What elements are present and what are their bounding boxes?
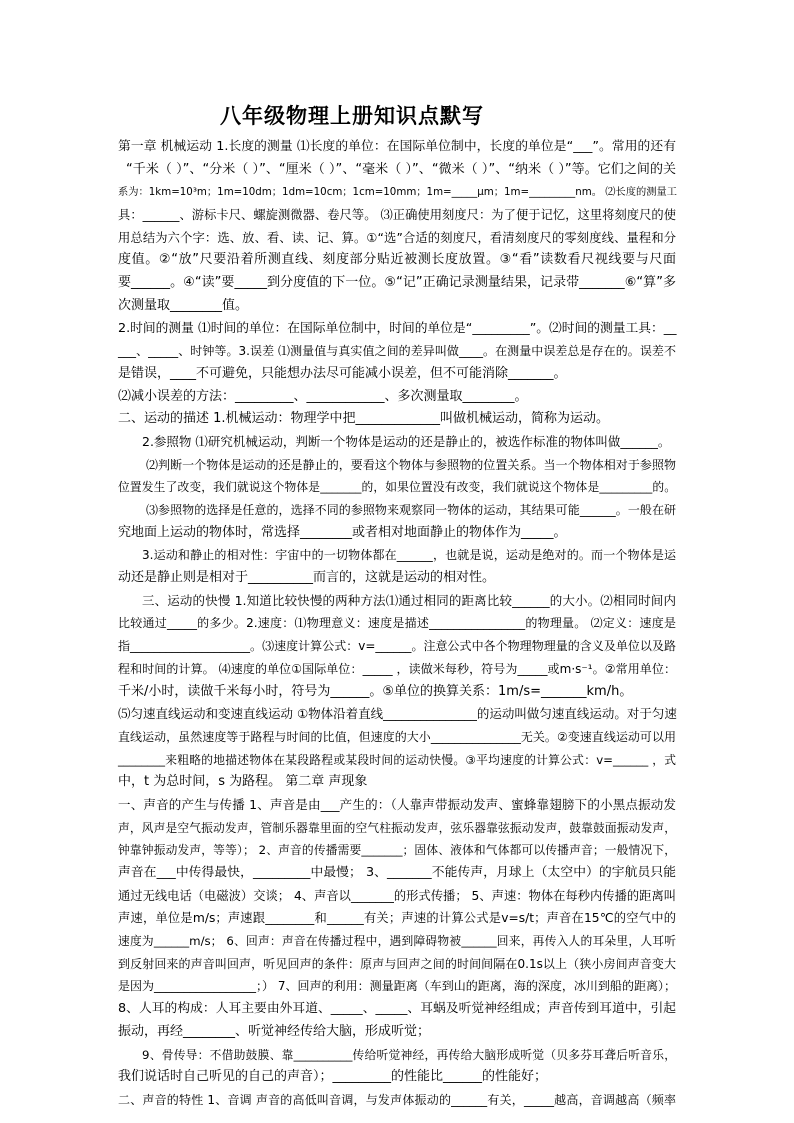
document-body (118, 136, 676, 1112)
text-line: 2.参照物 ⑴研究机械运动，判断一个物体是运动的还是静止的，被选作标准的物体叫做______。 (142, 433, 671, 449)
text-line: 声速，单位是m/s；声速跟________和______有关；声速的计算公式是v=s/t；声音在15℃的空气中的 (118, 911, 676, 926)
text-line: 我们说话时自己听见的自己的声音）；_________的性能比______的性能好； (118, 1069, 548, 1085)
text-line: 到反射回来的声音叫回声，听见回声的条件：原声与回声之间的时间间隔在0.1s以上（狭小房间声音变大 (118, 956, 676, 971)
text-line: 用总结为六个字：选、放、看、读、记、算。①“选”合适的刻度尺，看清刻度尺的零刻度线、量程和分 (118, 230, 676, 245)
text-line: 一、声音的产生与传播 1、声音是由___产生的：（人靠声带振动发声、蜜蜂靠翅膀下的小黑点振动发 (118, 796, 676, 812)
text-line: ⑸匀速直线运动和变速直线运动 ①物体沿着直线_______________的运动叫做匀速直线运动。对于匀速 (118, 706, 677, 722)
text-line: 振动，再经________、听觉神经传给大脑，形成听觉； (118, 1023, 431, 1039)
text-line: 声，风声是空气振动发声，管制乐器靠里面的空气柱振动发声，弦乐器靠弦振动发声，鼓靠鼓面振动发声， (118, 820, 676, 835)
text-line: 9、骨传导：不借助鼓膜、靠__________传给听觉神经，再传给大脑形成听觉（贝多芬耳聋后听音乐， (142, 1047, 676, 1062)
text-line: 2.时间的测量 ⑴时间的单位：在国际单位制中，时间的单位是“_________”。⑵时间的测量工具：__ (118, 320, 677, 336)
text-line: “千米（ ）”、“分米（ ）”、“厘米（ ）”、“毫米（ ）”、“微米（ ）”、“纳米（ ）”等。它们之间的关 (126, 161, 676, 177)
text-line: 比较通过_____的多少。2.速度：⑴物理意义：速度是描述________________的物理量。 ⑵定义：速度是 (118, 616, 676, 631)
text-line: 8、人耳的构成：人耳主要由外耳道、_____、_____、耳蜗及听觉神经组成；声音传到耳道中，引起 (118, 1001, 676, 1017)
text-line: 三、运动的快慢 1.知道比较快慢的两种方法⑴通过相同的距离比较______的大小。⑵相同时间内 (142, 592, 676, 608)
text-line: ⑵判断一个物体是运动的还是静止的，要看这个物体与参照物的位置关系。当一个物体相对于参照物 (146, 457, 676, 472)
text-line: ________来粗略的地描述物体在某段路程或某段时间的运动快慢。③平均速度的计算公式：v=______ ，式 (118, 752, 676, 767)
text-line: 中，t 为总时间，s 为路程。 第二章 声现象 (118, 774, 368, 790)
text-line: 二、运动的描述 1.机械运动：物理学中把_____________叫做机械运动，简称为运动。 (118, 411, 610, 427)
text-line: 具：______、游标卡尺、螺旋测微器、卷尺等。 ⑶正确使用刻度尺：为了便于记忆，这里将刻度尺的使 (118, 208, 676, 223)
text-line: 要______。④“读”要_____到分度值的下一位。⑤“记”正确记录测量结果，记录带_______⑥“算”多 (118, 275, 676, 291)
text-line: 是错误，____不可避免，只能想办法尽可能减小误差，但不可能消除_______。 (118, 365, 567, 381)
text-line: ⑶参照物的选择是任意的，选择不同的参照物来观察同一物体的运动，其结果可能______。一般在研 (146, 503, 676, 517)
text-line: 声音在___中传得最快，_________中最慢； 3、_______不能传声，月球上（太空中）的宇航员只能 (118, 865, 676, 880)
text-line: 位置发生了改变，我们就说这个物体是_______的，如果位置没有改变，我们就说这个物体是_________的。 (118, 480, 676, 495)
text-line: 是因为_________________；） 7、回声的利用：测量距离（车到山的距离，海的深度，冰川到船的距离）； (118, 979, 676, 994)
text-line: 度值。②“放”尺要沿着所测直线、刻度部分贴近被测长度放置。③“看”读数看尺视线要与尺面 (118, 252, 676, 268)
text-line: 系为：1km=10³m；1m=10dm；1dm=10cm；1cm=10mm；1m=_____μm；1m=_________nm。 ⑵长度的测量工 (118, 186, 677, 199)
text-line: 究地面上运动的物体时，常选择________或者相对地面静止的物体作为_____。 (118, 524, 567, 540)
text-line: 动还是静止则是相对于__________而言的，这就是运动的相对性。 (118, 570, 496, 586)
text-line: 钟靠钟振动发声，等等）； 2、声音的传播需要_______；固体、液体和气体都可以传播声音；一般情况下， (118, 843, 676, 858)
text-line: 指____________________。⑶速度计算公式：v=______。注意公式中各个物理物理量的含义及单位以及路 (118, 639, 676, 654)
text-line: 千米/小时，读做千米每小时，符号为______。⑤单位的换算关系：1m/s=_______km/h。 (118, 683, 633, 699)
text-line: 次测量取________值。 (118, 297, 249, 313)
text-line: 通过无线电话（电磁波）交谈； 4、声音以_______的形式传播； 5、声速：物体在每秒内传播的距离叫 (118, 888, 676, 903)
text-line: ⑵减小误差的方法：_________、____________、多次测量取________。 (118, 388, 528, 404)
text-line: 速度为______m/s； 6、回声：声音在传播过程中，遇到障碍物被______回来，再传入人的耳朵里，人耳听 (118, 934, 676, 949)
text-line: 第一章 机械运动 1.长度的测量 ⑴长度的单位：在国际单位制中，长度的单位是“___”。常用的还有 (118, 139, 676, 154)
text-line: 3.运动和静止的相对性：宇宙中的一切物体都在______，也就是说，运动是绝对的。而一个物体是运 (142, 548, 676, 563)
text-line: ___、_____、时钟等。3.误差 ⑴测量值与真实值之间的差异叫做____。在测量中误差总是存在的。误差不 (118, 344, 676, 359)
text-line: 二、声音的特性 1、音调 声音的高低叫音调，与发声体振动的______有关，_____越高，音调越高（频率 (118, 1092, 676, 1107)
text-line: 直线运动，虽然速度等于路程与时间的比值，但速度的大小_______________无关。②变速直线运动可以用 (118, 729, 676, 744)
document-title: 八年级物理上册知识点默写 (220, 103, 484, 128)
text-line: 程和时间的计算。 ⑷速度的单位①国际单位：_____ ，读做米每秒，符号为_____或m·s⁻¹。②常用单位： (118, 661, 676, 676)
